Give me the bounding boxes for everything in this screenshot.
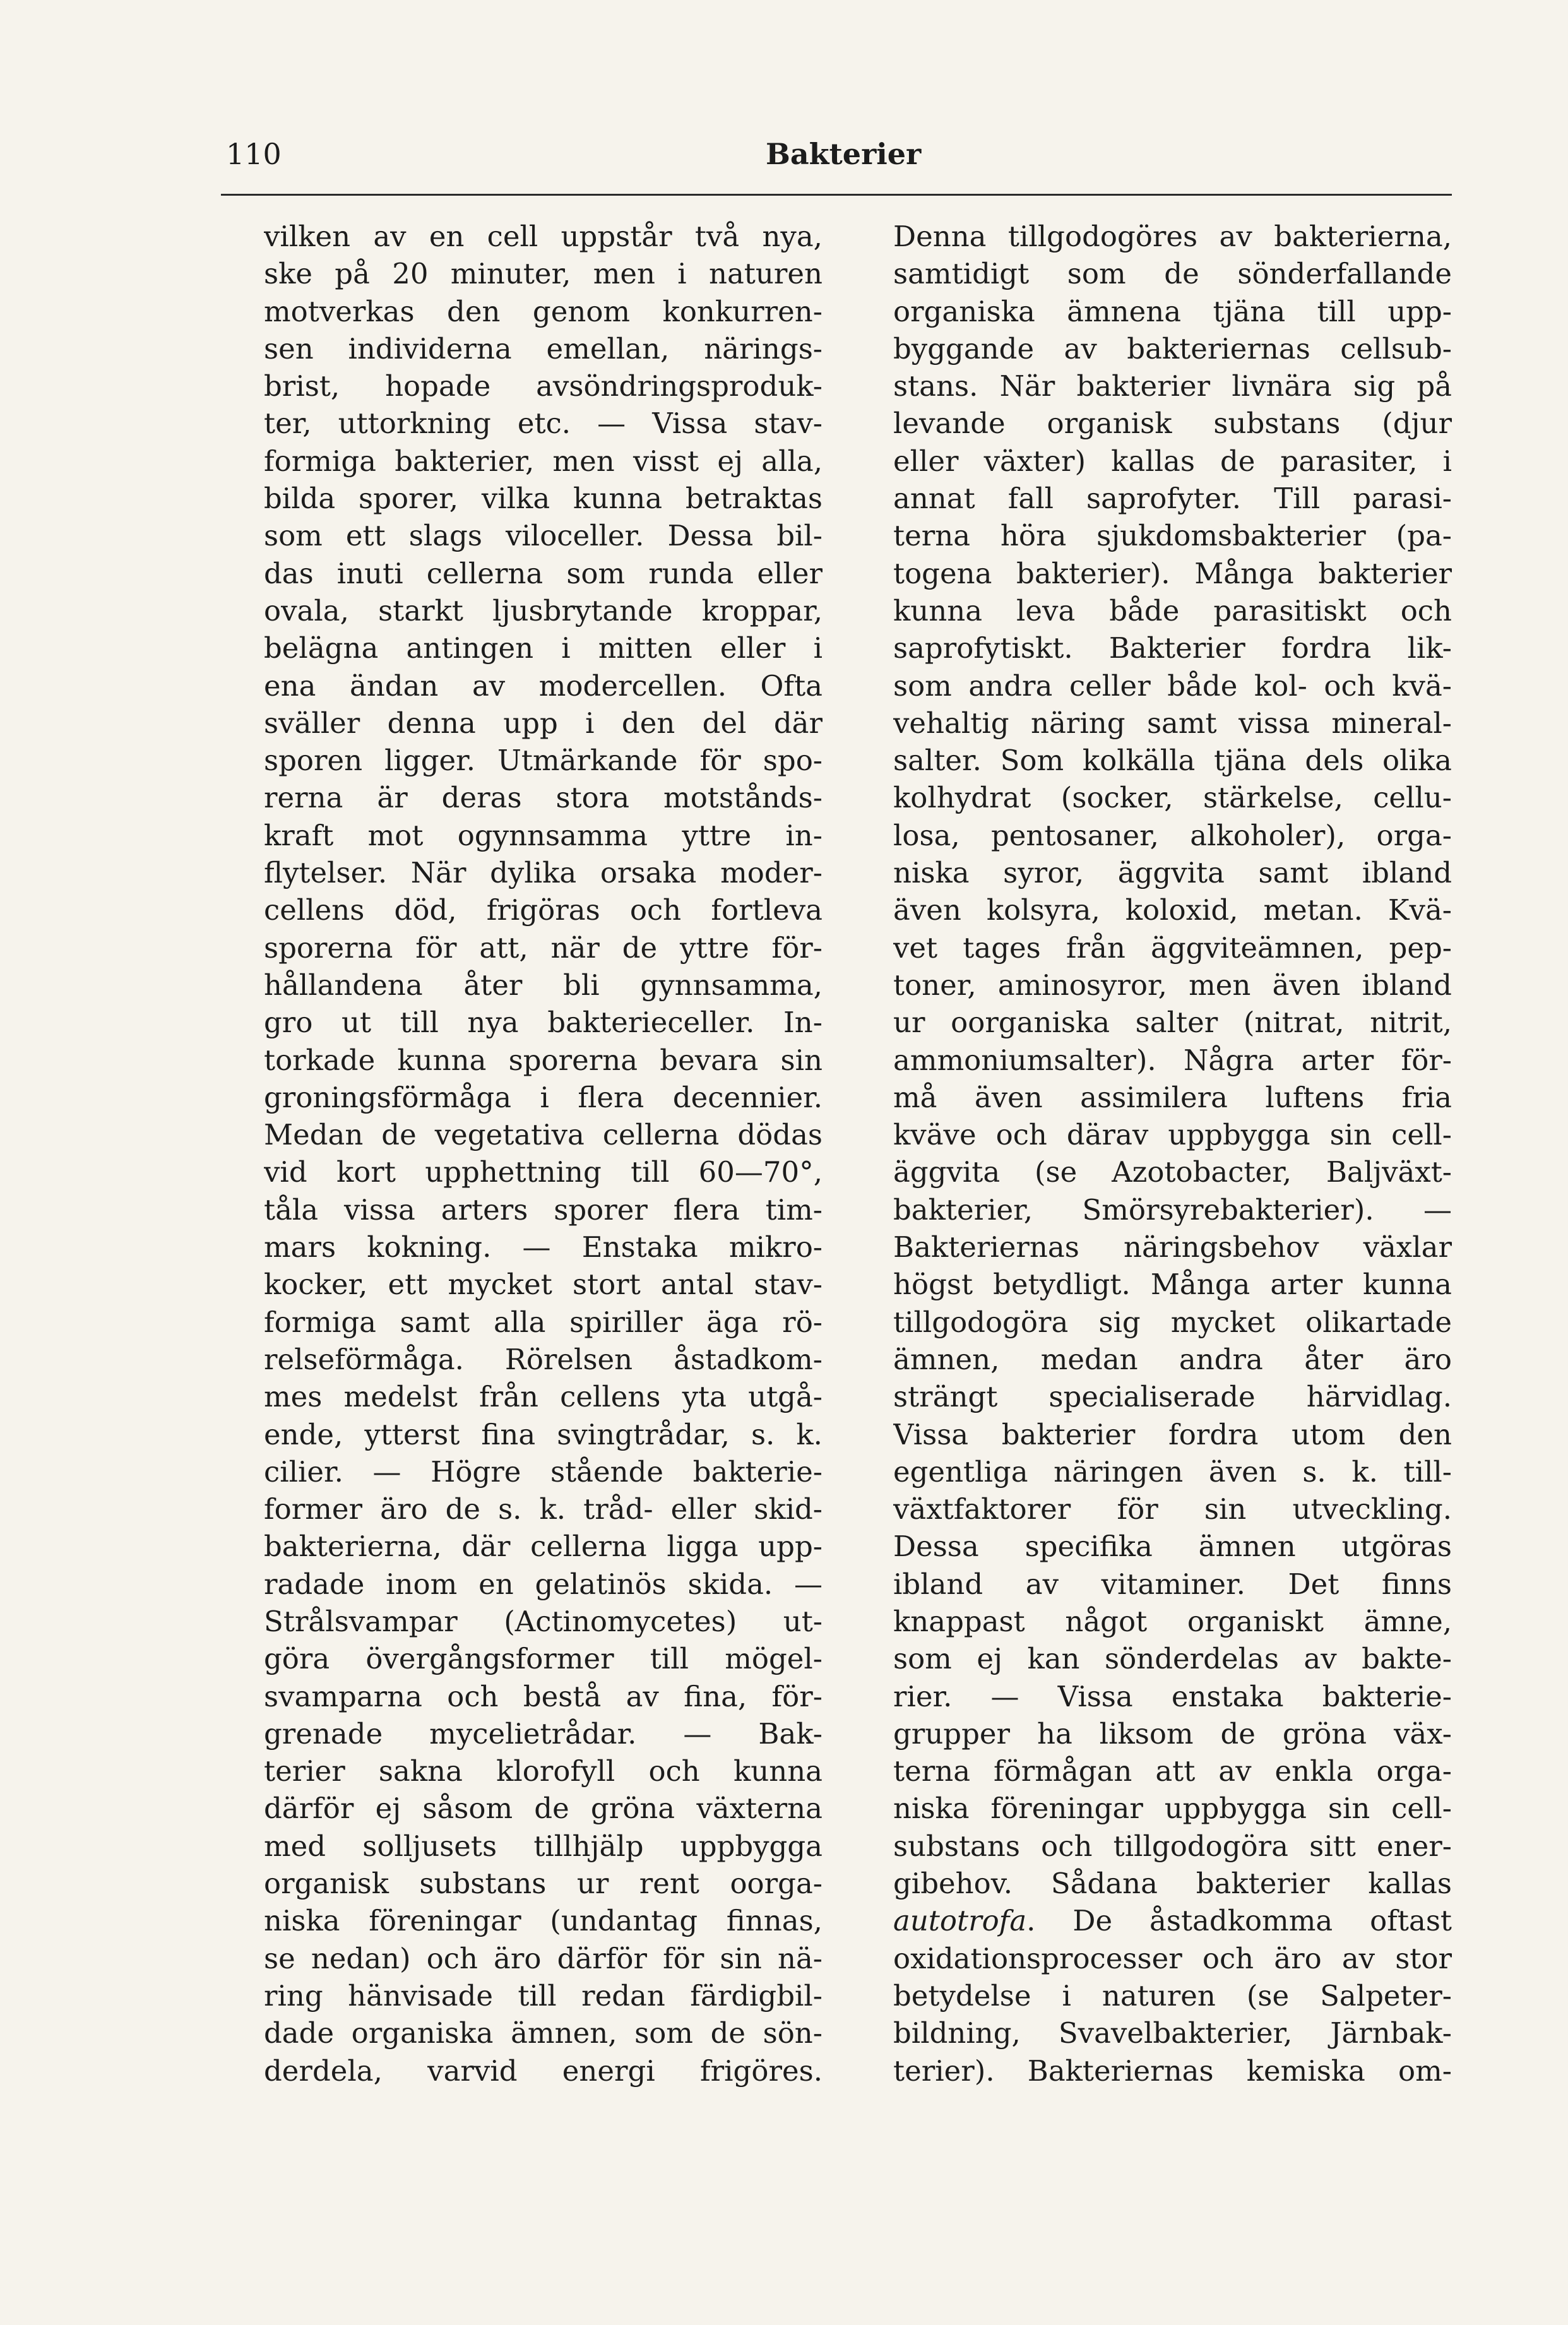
left-column-line: tåla vissa arters sporer flera tim- (264, 1192, 823, 1227)
right-column-line: ämnen, medan andra åter äro (893, 1342, 1452, 1376)
right-column-line: som ej kan sönderdelas av bakte- (893, 1642, 1452, 1676)
left-column-line: motverkas den genom konkurren- (264, 294, 823, 328)
left-column-line: groningsförmåga i flera decennier. (264, 1080, 823, 1114)
right-column-line: bildning, Svavelbakterier, Järnbak- (893, 2016, 1452, 2050)
left-column-line: ena ändan av modercellen. Ofta (264, 669, 823, 703)
left-column-line: sporerna för att, när de yttre för- (264, 931, 823, 965)
left-column-line: organisk substans ur rent oorga- (264, 1867, 823, 1901)
right-column-line: kunna leva både parasitiskt och (893, 593, 1452, 627)
left-column-line: göra övergångsformer till mögel- (264, 1642, 823, 1676)
right-column-line: niska syror, äggvita samt ibland (893, 856, 1452, 890)
left-column-line: brist, hopade avsöndringsproduk- (264, 369, 823, 403)
right-column-line: annat fall saprofyter. Till parasi- (893, 482, 1452, 516)
right-column-line: även kolsyra, koloxid, metan. Kvä- (893, 893, 1452, 927)
right-column-line: Dessa specifika ämnen utgöras (893, 1530, 1452, 1564)
right-column-line: losa, pentosaner, alkoholer), orga- (893, 818, 1452, 852)
right-column-line: Bakteriernas näringsbehov växlar (893, 1230, 1452, 1264)
right-column-line: som andra celler både kol- och kvä- (893, 669, 1452, 703)
left-column-line: grenade mycelietrådar. — Bak- (264, 1716, 823, 1751)
left-column-line: rerna är deras stora motstånds- (264, 781, 823, 815)
right-column-line: Denna tillgodogöres av bakterierna, (893, 220, 1452, 253)
left-column-line: sen individerna emellan, närings- (264, 331, 823, 366)
left-column-line: ovala, starkt ljusbrytande kroppar, (264, 593, 823, 627)
right-column-line: högst betydligt. Många arter kunna (893, 1268, 1452, 1302)
left-column-line: cellens död, frigöras och fortleva (264, 893, 823, 927)
header-rule (221, 194, 1452, 196)
right-column-line: rier. — Vissa enstaka bakterie- (893, 1679, 1452, 1713)
left-column-line: torkade kunna sporerna bevara sin (264, 1043, 823, 1077)
left-column-line: svamparna och bestå av fina, för- (264, 1679, 823, 1713)
right-column-line: oxidationsprocesser och äro av stor (893, 1941, 1452, 1975)
right-column-line: kolhydrat (socker, stärkelse, cellu- (893, 781, 1452, 815)
left-column-line: hållandena åter bli gynnsamma, (264, 968, 823, 1002)
left-column-line: former äro de s. k. tråd- eller skid- (264, 1492, 823, 1526)
running-title: Bakterier (766, 137, 922, 171)
left-column-line: vilken av en cell uppstår två nya, (264, 220, 823, 253)
right-column-line: betydelse i naturen (se Salpeter- (893, 1978, 1452, 2013)
right-column-line: eller växter) kallas de parasiter, i (893, 444, 1452, 478)
right-column-line: organiska ämnena tjäna till upp- (893, 294, 1452, 328)
left-column-line: formiga samt alla spiriller äga rö- (264, 1305, 823, 1339)
right-column-line: ur oorganiska salter (nitrat, nitrit, (893, 1006, 1452, 1040)
left-column-line: bakterierna, där cellerna ligga upp- (264, 1530, 823, 1564)
right-column-line: samtidigt som de sönderfallande (893, 257, 1452, 291)
left-column-line: se nedan) och äro därför för sin nä- (264, 1941, 823, 1975)
right-column-line: bakterier, Smörsyrebakterier). — (893, 1192, 1452, 1227)
left-column-line: gro ut till nya bakterieceller. In- (264, 1006, 823, 1040)
left-column-line: kraft mot ogynnsamma yttre in- (264, 818, 823, 852)
left-column (264, 218, 823, 2090)
right-column-line: terna höra sjukdomsbakterier (pa- (893, 519, 1452, 553)
left-column-line: Strålsvampar (Actinomycetes) ut- (264, 1604, 823, 1638)
left-column-line: ende, ytterst fina svingtrådar, s. k. (264, 1417, 823, 1451)
page-number: 110 (226, 137, 282, 171)
right-column-line: ibland av vitaminer. Det finns (893, 1567, 1452, 1601)
right-column-line: växtfaktorer för sin utveckling. (893, 1492, 1452, 1526)
left-column-line: sväller denna upp i den del där (264, 706, 823, 740)
right-column (893, 218, 1452, 2090)
left-column-line: mes medelst från cellens yta utgå- (264, 1380, 823, 1414)
right-column-line: toner, aminosyror, men även ibland (893, 968, 1452, 1002)
left-column-line: flytelser. När dylika orsaka moder- (264, 856, 823, 890)
left-column-line: med solljusets tillhjälp uppbygga (264, 1829, 823, 1863)
left-column-line: bilda sporer, vilka kunna betraktas (264, 482, 823, 516)
left-column-line: sporen ligger. Utmärkande för spo- (264, 744, 823, 778)
right-column-line: ammoniumsalter). Några arter för- (893, 1043, 1452, 1077)
left-column-line: niska föreningar (undantag finnas, (264, 1904, 823, 1938)
left-column-line: derdela, varvid energi frigöres. (264, 2054, 823, 2088)
right-column-line: vehaltig näring samt vissa mineral- (893, 706, 1452, 740)
left-column-line: belägna antingen i mitten eller i (264, 631, 823, 665)
left-column-line: relseförmåga. Rörelsen åstadkom- (264, 1342, 823, 1376)
right-column-line: grupper ha liksom de gröna väx- (893, 1716, 1452, 1751)
right-column-line: salter. Som kolkälla tjäna dels olika (893, 744, 1452, 778)
right-column-line: terier). Bakteriernas kemiska om- (893, 2054, 1452, 2088)
right-column-line: må även assimilera luftens fria (893, 1080, 1452, 1114)
right-column-line: levande organisk substans (djur (893, 407, 1452, 441)
right-column-line: terna förmågan att av enkla orga- (893, 1754, 1452, 1788)
left-column-line: som ett slags viloceller. Dessa bil- (264, 519, 823, 553)
left-column-line: cilier. — Högre stående bakterie- (264, 1454, 823, 1489)
right-column-line: äggvita (se Azotobacter, Baljväxt- (893, 1155, 1452, 1189)
right-column-line: strängt specialiserade härvidlag. (893, 1380, 1452, 1414)
left-column-line: formiga bakterier, men visst ej alla, (264, 444, 823, 478)
left-column-line: ter, uttorkning etc. — Vissa stav- (264, 407, 823, 441)
left-column-line: därför ej såsom de gröna växterna (264, 1792, 823, 1826)
left-column-line: das inuti cellerna som runda eller (264, 556, 823, 590)
left-column-line: mars kokning. — Enstaka mikro- (264, 1230, 823, 1264)
right-column-line: substans och tillgodogöra sitt ener- (893, 1829, 1452, 1863)
right-column-line: byggande av bakteriernas cellsub- (893, 331, 1452, 366)
right-column-line: gibehov. Sådana bakterier kallas (893, 1867, 1452, 1901)
left-column-line: radade inom en gelatinös skida. — (264, 1567, 823, 1601)
left-column-line: kocker, ett mycket stort antal stav- (264, 1268, 823, 1302)
right-column-line: tillgodogöra sig mycket olikartade (893, 1305, 1452, 1339)
right-column-line: egentliga näringen även s. k. till- (893, 1454, 1452, 1489)
right-column-line: kväve och därav uppbygga sin cell- (893, 1118, 1452, 1152)
right-column-line: Vissa bakterier fordra utom den (893, 1417, 1452, 1451)
left-column-line: terier sakna klorofyll och kunna (264, 1754, 823, 1788)
right-column-line: autotrofa. De åstadkomma oftast (893, 1904, 1452, 1938)
left-column-line: ring hänvisade till redan färdigbil- (264, 1978, 823, 2013)
right-column-line: vet tages från äggviteämnen, pep- (893, 931, 1452, 965)
left-column-line: ske på 20 minuter, men i naturen (264, 257, 823, 291)
right-column-line: knappast något organiskt ämne, (893, 1604, 1452, 1638)
right-column-line: niska föreningar uppbygga sin cell- (893, 1792, 1452, 1826)
right-column-line: togena bakterier). Många bakterier (893, 556, 1452, 590)
left-column-line: Medan de vegetativa cellerna dödas (264, 1118, 823, 1152)
left-column-line: vid kort upphettning till 60—70°, (264, 1155, 823, 1189)
right-column-line: saprofytiskt. Bakterier fordra lik- (893, 631, 1452, 665)
right-column-line: stans. När bakterier livnära sig på (893, 369, 1452, 403)
left-column-line: dade organiska ämnen, som de sön- (264, 2016, 823, 2050)
